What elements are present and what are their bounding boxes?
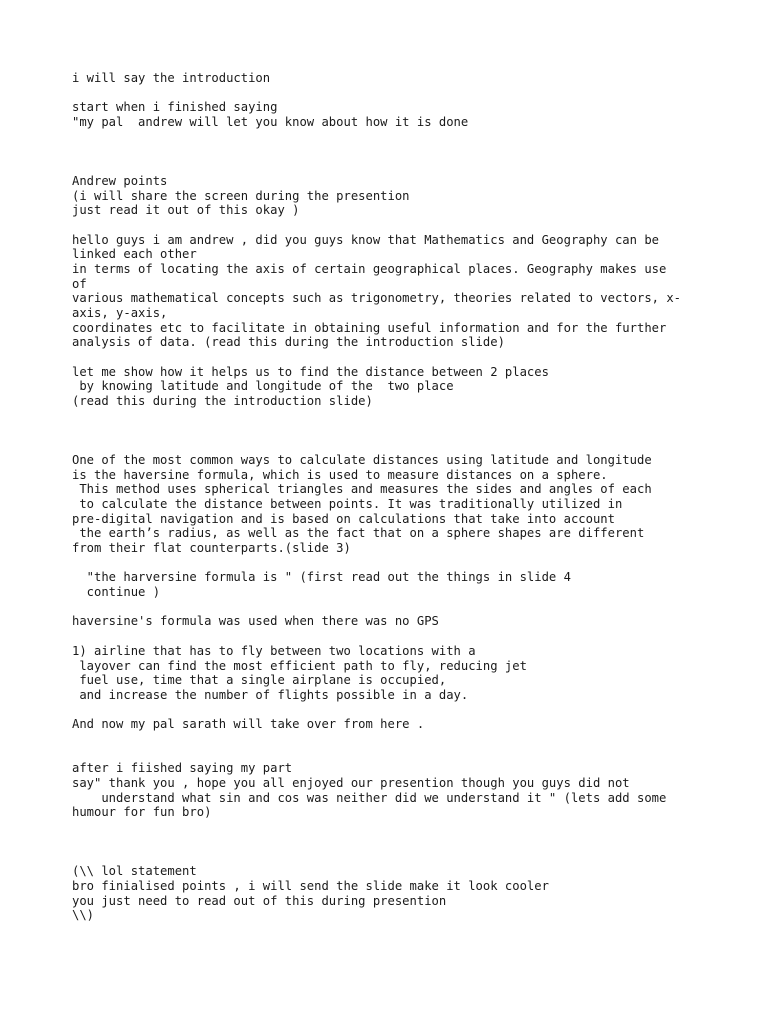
text-line: continue ) [72,585,161,600]
blank-line [72,409,702,424]
text-line: start when i finished saying [72,100,278,115]
text-line: just read it out of this okay ) [72,203,300,218]
blank-line [72,820,702,835]
text-line: haversine's formula was used when there was no GPS [72,614,439,629]
blank-line [72,600,702,615]
text-line: axis, y-axis, [72,306,168,320]
text-line: "the harversine formula is " (first read out the things in slide 4 [72,570,571,585]
text-line: One of the most common ways to calculate distances using latitude and longitude [72,452,652,467]
text-line: various mathematical concepts such as trigonometry, theories related to vectors, x- [72,291,682,306]
text-line: (i will share the screen during the presention [72,188,410,203]
text-line: i will say the introduction [72,71,271,85]
blank-line [72,218,702,233]
text-line: pre-digital navigation and is based on calculations that take into account [72,511,615,526]
text-line: 1) airline that has to fly between two locations with a [72,643,476,658]
blank-line [72,556,702,571]
blank-line [72,732,702,747]
document-body [72,71,702,923]
blank-line [72,350,702,365]
text-line: fuel use, time that a single airplane is occupied, [72,673,447,688]
text-line: coordinates etc to facilitate in obtaining useful information and for the further [72,320,667,335]
text-line: in terms of locating the axis of certain geographical places. Geography makes use [72,261,667,276]
blank-line [72,130,702,145]
text-line: hello guys i am andrew , did you guys know that Mathematics and Geography can be [72,232,659,247]
text-line: after i fiished saying my part [72,761,293,776]
text-line: by knowing latitude and longitude of the two place [72,379,454,394]
text-line: from their flat counterparts.(slide 3) [72,541,351,555]
text-line: you just need to read out of this during presention [72,893,447,908]
text-line: Andrew points [72,173,168,188]
blank-line [72,438,702,453]
blank-line [72,86,702,101]
text-line: \\) [72,908,95,923]
text-line: let me show how it helps us to find the distance between 2 places [72,364,549,379]
text-line: "my pal andrew will let you know about how it is done [72,115,469,130]
text-line: linked each other [72,247,197,262]
text-line: (read this during the introduction slide) [72,394,373,409]
blank-line [72,849,702,864]
text-line: say" thank you , hope you all enjoyed our presention though you guys did not [72,776,630,790]
blank-line [72,629,702,644]
blank-line [72,835,702,850]
text-line: humour for fun bro) [72,805,212,820]
blank-line [72,747,702,762]
text-line: and increase the number of flights possible in a day. [72,687,469,702]
blank-line [72,144,702,159]
text-line: of [72,276,87,291]
text-line: bro finialised points , i will send the slide make it look cooler [72,878,549,893]
text-line: (\\ lol statement [72,864,197,879]
text-line: to calculate the distance between points. It was traditionally utilized in [72,496,623,511]
text-line: the earth’s radius, as well as the fact that on a sphere shapes are different [72,526,645,541]
blank-line [72,424,702,439]
text-line: analysis of data. (read this during the introduction slide) [72,335,505,350]
text-line: layover can find the most efficient path to fly, reducing jet [72,658,527,673]
text-line: And now my pal sarath will take over from here . [72,717,425,732]
text-line: is the haversine formula, which is used to measure distances on a sphere. [72,467,608,482]
text-line: This method uses spherical triangles and measures the sides and angles of each [72,482,652,497]
text-line: understand what sin and cos was neither did we understand it " (lets add some [72,790,667,805]
blank-line [72,703,702,718]
blank-line [72,159,702,174]
